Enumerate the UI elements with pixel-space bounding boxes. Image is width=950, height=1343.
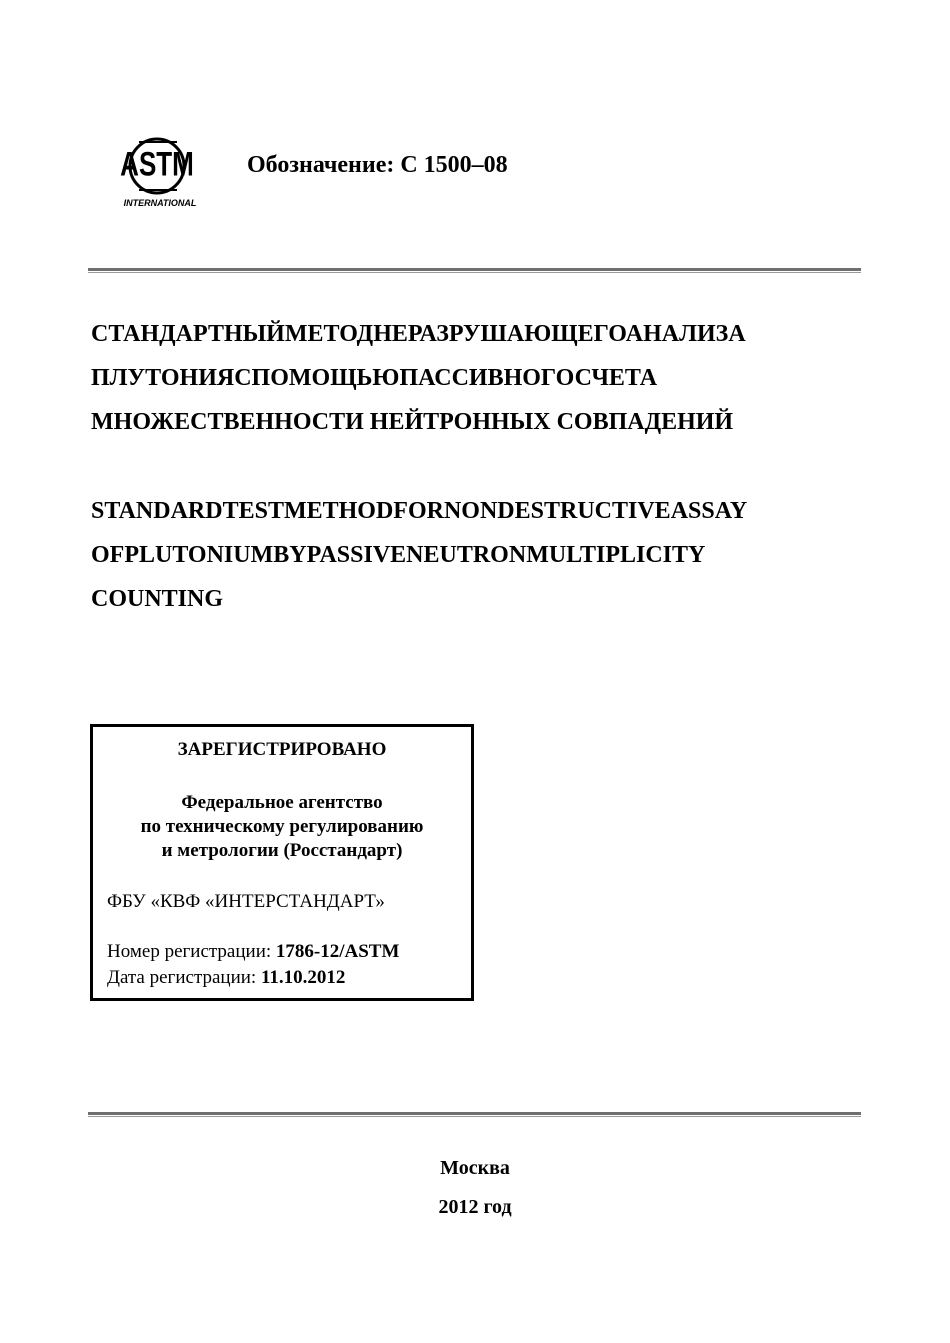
- agency-line-2: по техническому регулированию: [140, 816, 424, 837]
- registration-organization: ФБУ «КВФ «ИНТЕРСТАНДАРТ»: [107, 891, 385, 912]
- top-divider: [88, 268, 861, 274]
- title-ru-line-2: ПЛУТОНИЯСПОМОЩЬЮПАССИВНОГОСЧЕТА: [91, 365, 658, 391]
- registration-date-value: 11.10.2012: [260, 967, 346, 988]
- svg-text:INTERNATIONAL: INTERNATIONAL: [123, 198, 197, 208]
- registration-number-label: Номер регистрации:: [107, 941, 276, 962]
- registration-heading: ЗАРЕГИСТРИРОВАНО: [177, 739, 387, 760]
- title-en-line-3: COUNTING: [91, 586, 224, 612]
- registration-agency: [93, 791, 471, 863]
- title-russian: [91, 312, 858, 444]
- title-ru-line-3: МНОЖЕСТВЕННОСТИ НЕЙТРОННЫХ СОВПАДЕНИЙ: [91, 409, 734, 435]
- svg-text:ASTM: ASTM: [120, 146, 194, 184]
- title-en-line-2: OFPLUTONIUMBYPASSIVENEUTRONMULTIPLICITY: [91, 542, 706, 568]
- astm-logo-icon: [117, 130, 203, 210]
- title-english: [91, 489, 858, 621]
- registration-date-label: Дата регистрации:: [107, 967, 261, 988]
- registration-number-value: 1786-12/ASTM: [275, 941, 400, 962]
- agency-line-3: и метрологии (Росстандарт): [161, 840, 403, 861]
- registration-date: [107, 967, 345, 989]
- footer-year: 2012 год: [438, 1196, 512, 1218]
- footer-city: Москва: [440, 1157, 510, 1179]
- title-en-line-1: STANDARDTESTMETHODFORNONDESTRUCTIVEASSAY: [91, 498, 748, 524]
- registration-box: [90, 724, 474, 1001]
- registration-number: [107, 941, 399, 963]
- title-ru-line-1: СТАНДАРТНЫЙМЕТОДНЕРАЗРУШАЮЩЕГОАНАЛИЗА: [91, 321, 746, 347]
- document-designation: Обозначение: С 1500–08: [247, 152, 508, 178]
- agency-line-1: Федеральное агентство: [181, 792, 383, 813]
- bottom-divider: [88, 1112, 861, 1118]
- astm-logo: [117, 130, 203, 210]
